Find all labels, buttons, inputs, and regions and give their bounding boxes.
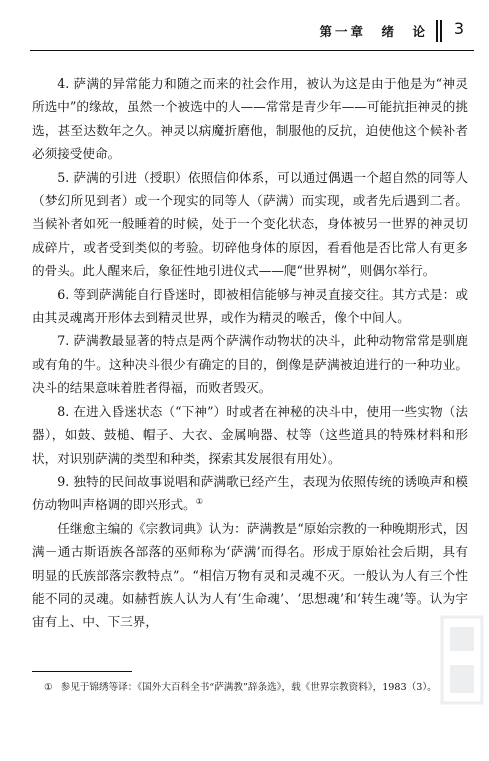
header-rule xyxy=(30,50,474,51)
paragraph-item-9 xyxy=(32,470,468,517)
paragraph-item-6: 6. 等到萨满能自行昏迷时，即被相信能够与神灵直接交往。其方式是：或由其灵魂离开形体去到精灵世界，或作为精灵的喉舌，像个中间人。 xyxy=(32,286,468,326)
footnote xyxy=(32,679,468,696)
footnote-text: 参见于锦绣等译：《国外大百科全书“萨满教”辞条选》，载《世界宗教资料》，1983（3）。 xyxy=(60,682,437,693)
paragraph-religion-dictionary: 任继愈主编的《宗教词典》认为：萨满教是“原始宗教的一种晚期形式，因满－通古斯语族各部落的巫师称为‘萨满’而得名。形成于原始社会后期，具有明显的氏族部落宗教特点”。“相信万物有灵和灵魂不灭。一般认为人有三个性能不同的灵魂。如赫哲族人认为人有‘生命魂’、‘思想魂’和‘转生魂’等。认为宇宙有上、中、下三界， xyxy=(32,520,468,630)
footnote-rule xyxy=(32,671,132,672)
paragraph-item-5: 5. 萨满的引进（授职）依照信仰体系，可以通过偶遇一个超自然的同等人（梦幻所见到者）或一个现实的同等人（萨满）而实现，或者先后遇到二者。当候补者如死一般睡着的时候，处于一个变化状态，身体被另一世界的神灵切成碎片，或者受到类似的考验。切碎他身体的原因，看看他是否比常人有更多的骨头。此人醒来后，象征性地引进仪式——爬“世界树”，则偶尔举行。 xyxy=(32,169,468,279)
header-double-bar xyxy=(436,20,442,42)
running-head xyxy=(0,18,474,48)
paragraph-item-9-text: 9. 独特的民间故事说唱和萨满歌已经产生，表现为依照传统的诱唤声和模仿动物叫声格调的即兴形式。 xyxy=(32,473,468,513)
body-text xyxy=(32,72,468,634)
library-stamp-icon xyxy=(440,615,484,705)
footnote-reference[interactable]: ① xyxy=(195,497,203,507)
paragraph-item-8: 8. 在进入昏迷状态（“下神”）时或者在神秘的决斗中，使用一些实物（法器），如鼓、鼓槌、帽子、大衣、金属响器、杖等（这些道具的特殊材料和形状，对识别萨满的类型和种类，探索其发展很有用处）。 xyxy=(32,403,468,466)
paragraph-item-7: 7. 萨满教最显著的特点是两个萨满作动物状的决斗，此种动物常常是驯鹿或有角的牛。这种决斗很少有确定的目的，倒像是萨满被迫进行的一种功业。决斗的结果意味着胜者得福，而败者毁灭。 xyxy=(32,333,468,396)
footnote-mark: ① xyxy=(44,682,53,693)
page-number: 3 xyxy=(453,19,464,38)
paragraph-item-4: 4. 萨满的异常能力和随之而来的社会作用，被认为这是由于他是为“神灵所选中”的缘故，虽然一个被选中的人——常常是青少年——可能抗拒神灵的挑选，甚至达数年之久。神灵以病魔折磨他，制服他的反抗，迫使他这个候补者必须接受使命。 xyxy=(32,76,468,162)
chapter-title: 第一章 绪 论 xyxy=(319,24,428,39)
